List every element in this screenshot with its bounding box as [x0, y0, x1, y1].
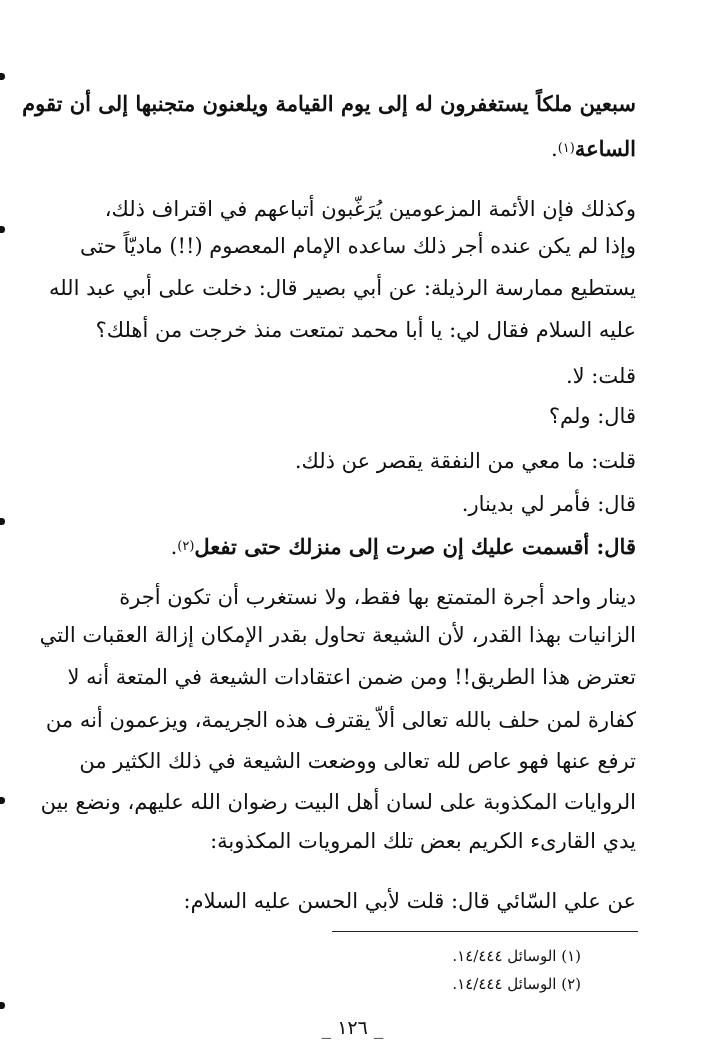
- main-text: [22, 0, 636, 930]
- text-line: يستطيع ممارسة الرذيلة: عن أبي بصير قال: دخلت على أبي عبد الله: [48, 276, 636, 300]
- footnote-ref: (٢): [177, 539, 195, 554]
- text-line: قلت: ما معي من النفقة يقصر عن ذلك.: [294, 449, 636, 473]
- text-line: [62, 527, 636, 567]
- text-segment: .: [170, 535, 178, 559]
- footnote-ref: (١): [557, 141, 575, 156]
- scan-edge-mark: [0, 73, 5, 80]
- footnote: (٢) الوسائل ١٤/٤٤٤.: [452, 975, 581, 993]
- text-line: كفارة لمن حلف بالله تعالى ألاّ يقترف هذه الجريمة، ويزعمون أنه من: [45, 708, 636, 732]
- text-line: قلت: لا.: [565, 364, 636, 388]
- text-line: قال: فأمر لي بدينار.: [461, 492, 636, 516]
- text-segment: الساعة: [574, 136, 636, 161]
- text-segment: .: [551, 137, 558, 161]
- text-line: الزانيات بهذا القدر، لأن الشيعة تحاول بقدر الإمكان إزالة العقبات التي: [39, 623, 636, 647]
- scan-edge-mark: [0, 518, 5, 525]
- text-line: الروايات المكذوبة على لسان أهل البيت رضوان الله عليهم، ونضع بين: [40, 790, 636, 814]
- text-line: تعترض هذا الطريق!! ومن ضمن اعتقادات الشيعة في المتعة أنه لا: [67, 665, 636, 689]
- footnote: (١) الوسائل ١٤/٤٤٤.: [452, 947, 581, 965]
- text-line: عليه السلام فقال لي: يا أبا محمد تمتعت منذ خرجت من أهلك؟: [95, 318, 636, 342]
- scan-edge-mark: [0, 1002, 5, 1009]
- text-line: قال: ولم؟: [548, 404, 636, 428]
- text-line: دينار واحد أجرة المتمتع بها فقط، ولا نستغرب أن تكون أجرة: [119, 585, 636, 609]
- text-line: وكذلك فإن الأئمة المزعومين يُرَغّبون أتباعهم في اقتراف ذلك،: [104, 197, 636, 221]
- scan-edge-mark: [0, 797, 5, 804]
- text-segment: قال: أقسمت عليك إن صرت إلى منزلك حتى تفعل: [194, 534, 636, 559]
- page-number: _ ١٢٦ _: [321, 1017, 384, 1039]
- text-line: وإذا لم يكن عنده أجر ذلك ساعده الإمام المعصوم (!!) ماديّاً حتى: [79, 234, 636, 258]
- text-line: [34, 129, 636, 169]
- text-line: يدي القارىء الكريم بعض تلك المرويات المكذوبة:: [210, 829, 636, 853]
- scan-edge-mark: [0, 226, 5, 233]
- text-line: سبعين ملكاً يستغفرون له إلى يوم القيامة ويلعنون متجنبها إلى أن تقوم: [22, 91, 636, 116]
- text-line: ترفع عنها فهو عاص لله تعالى ووضعت الشيعة في ذلك الكثير من: [79, 749, 636, 773]
- text-line: عن علي السّائي قال: قلت لأبي الحسن عليه السلام:: [183, 889, 636, 913]
- footnote-divider: [332, 931, 638, 932]
